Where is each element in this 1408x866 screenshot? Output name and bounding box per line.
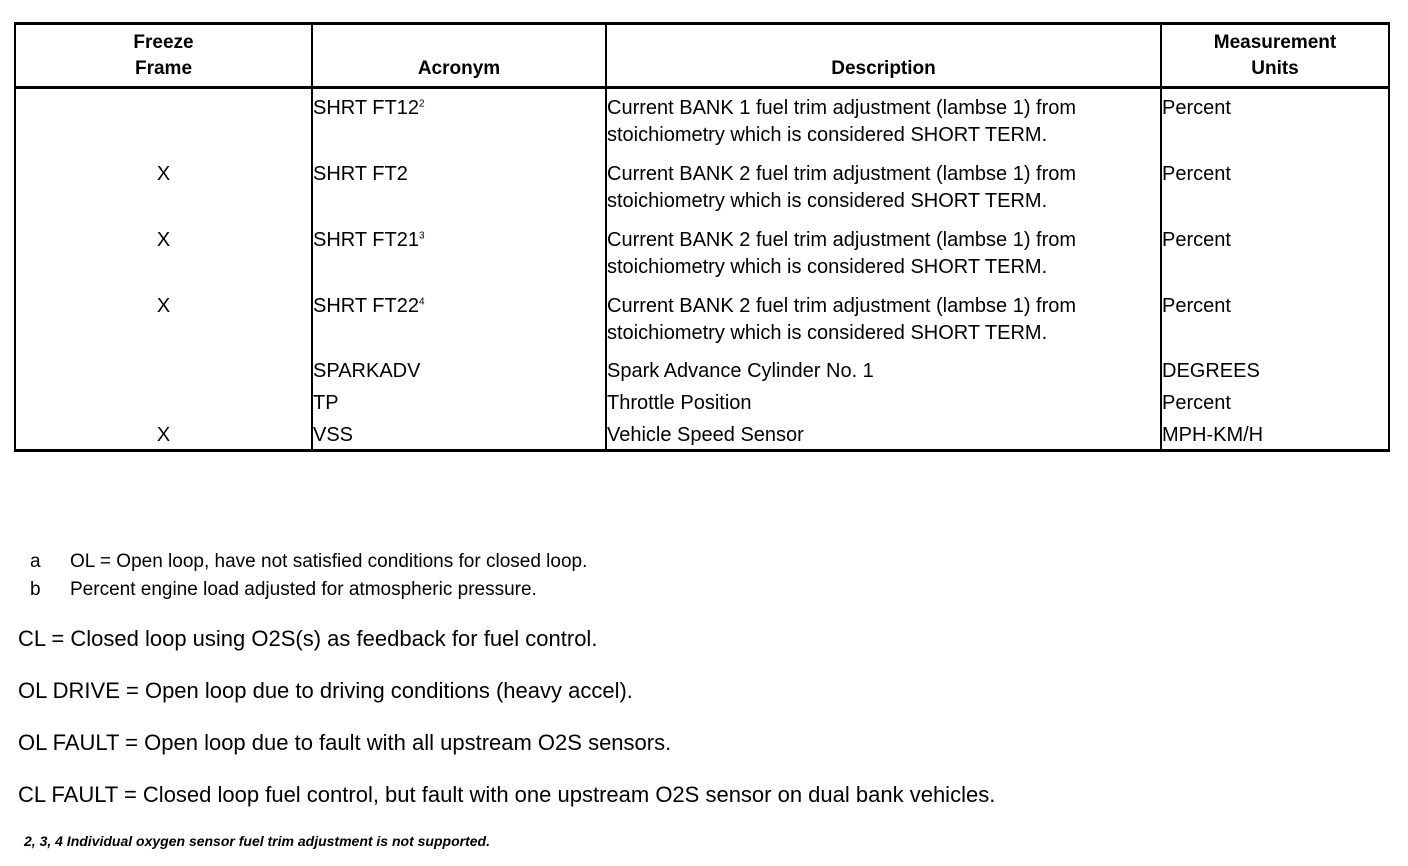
freeze-frame-cell: X: [15, 417, 312, 451]
description-cell: Vehicle Speed Sensor: [606, 417, 1161, 451]
table-row: [15, 221, 1389, 287]
acronym-cell: SHRT $FT12^2$: [312, 88, 606, 156]
table-row: [15, 88, 1389, 156]
table-header-row: [15, 24, 1389, 88]
table-row: [15, 287, 1389, 353]
acronym-cell: VSS: [312, 417, 606, 451]
note-b: [30, 576, 587, 604]
units-cell: Percent: [1161, 88, 1389, 156]
definition-ol-fault: OL FAULT = Open loop due to fault with all upstream O2S sensors.: [18, 730, 672, 755]
description-cell: Throttle Position: [606, 385, 1161, 417]
footnote: 2, 3, 4 Individual oxygen sensor fuel trim adjustment is not supported.: [24, 833, 490, 849]
note-letter: b: [30, 579, 41, 600]
table-row: [15, 385, 1389, 417]
pid-table: [14, 22, 1390, 452]
header-acronym: Acronym: [312, 24, 606, 88]
pid-table-container: [14, 22, 1388, 452]
acronym-cell: SPARKADV: [312, 353, 606, 385]
acronym-cell: SHRT FT2: [312, 155, 606, 221]
table-row: [15, 155, 1389, 221]
header-freeze-frame: Freeze Frame: [15, 24, 312, 88]
description-cell: Current BANK 2 fuel trim adjustment (lambse 1) from stoichiometry which is considered SHORT TERM.: [606, 155, 1161, 221]
header-description: Description: [606, 24, 1161, 88]
note-text: Percent engine load adjusted for atmospheric pressure.: [70, 579, 537, 600]
freeze-frame-cell: [15, 88, 312, 156]
note-a: [30, 548, 587, 576]
units-cell: Percent: [1161, 155, 1389, 221]
table-row: [15, 417, 1389, 451]
table-notes: [30, 548, 587, 604]
units-cell: Percent: [1161, 385, 1389, 417]
units-cell: DEGREES: [1161, 353, 1389, 385]
freeze-frame-cell: [15, 385, 312, 417]
freeze-frame-cell: [15, 353, 312, 385]
units-cell: Percent: [1161, 287, 1389, 353]
note-letter: a: [30, 551, 41, 572]
units-cell: Percent: [1161, 221, 1389, 287]
definition-ol-drive: OL DRIVE = Open loop due to driving conditions (heavy accel).: [18, 678, 633, 703]
freeze-frame-cell: X: [15, 287, 312, 353]
acronym-cell: SHRT $FT21^3$: [312, 221, 606, 287]
acronym-cell: TP: [312, 385, 606, 417]
table-row: [15, 353, 1389, 385]
freeze-frame-cell: X: [15, 155, 312, 221]
description-cell: Current BANK 1 fuel trim adjustment (lambse 1) from stoichiometry which is considered SHORT TERM.: [606, 88, 1161, 156]
definition-cl-fault: CL FAULT = Closed loop fuel control, but fault with one upstream O2S sensor on dual bank vehicles.: [18, 782, 996, 807]
description-cell: Current BANK 2 fuel trim adjustment (lambse 1) from stoichiometry which is considered SHORT TERM.: [606, 287, 1161, 353]
units-cell: MPH-KM/H: [1161, 417, 1389, 451]
note-text: OL = Open loop, have not satisfied conditions for closed loop.: [70, 551, 588, 572]
header-units: Measurement Units: [1161, 24, 1389, 88]
description-cell: Current BANK 2 fuel trim adjustment (lambse 1) from stoichiometry which is considered SHORT TERM.: [606, 221, 1161, 287]
definition-cl: CL = Closed loop using O2S(s) as feedback for fuel control.: [18, 626, 598, 651]
loop-status-definitions: [18, 624, 995, 832]
freeze-frame-cell: X: [15, 221, 312, 287]
description-cell: Spark Advance Cylinder No. 1: [606, 353, 1161, 385]
acronym-cell: SHRT $FT22^4$: [312, 287, 606, 353]
